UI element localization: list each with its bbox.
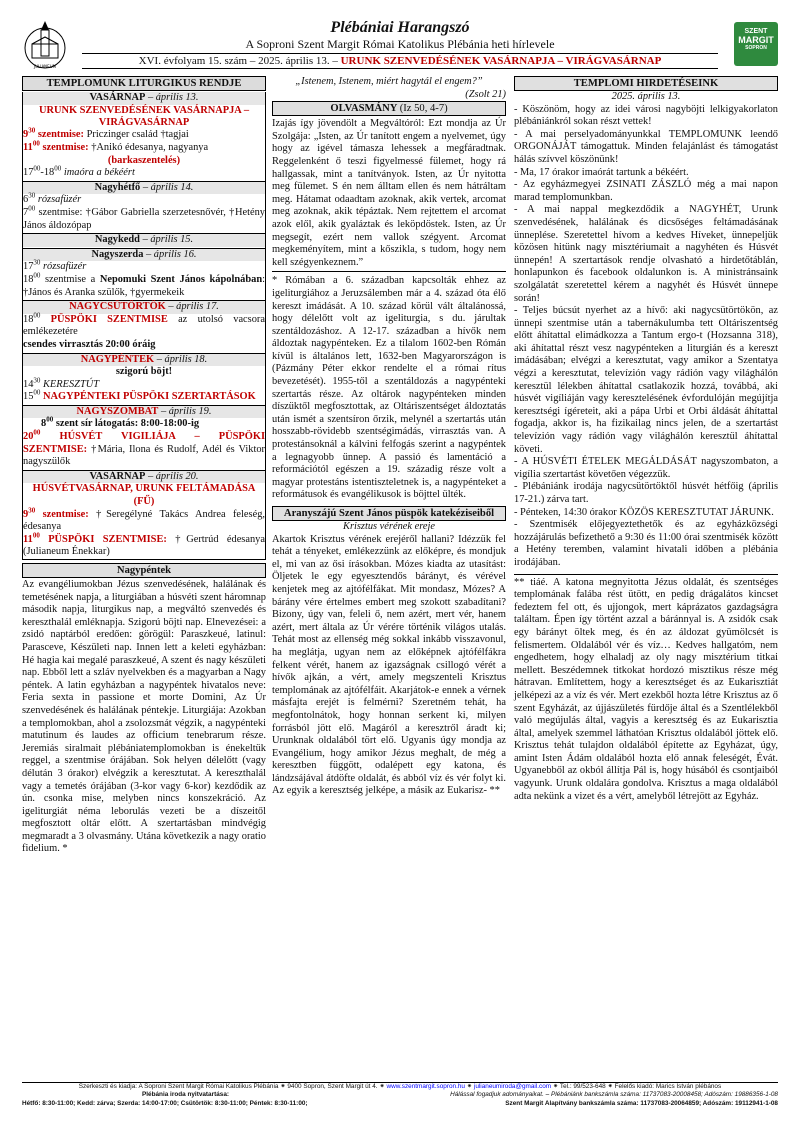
sunday-prayer: $17^{00}-18^{00}$ imaóra a békéért (23, 164, 135, 179)
email-link[interactable]: julianeumiroda@gmail.com (473, 1083, 552, 1090)
easter-mass-1: $9^{30}$ szentmise: †Seregélyné Takács Andrea feleség, édesanya (23, 506, 265, 533)
sunday-blessing: (barkaszentelés) (107, 154, 181, 166)
day-saturday: NAGYSZOMBAT – április 19. (23, 405, 265, 419)
thursday-mass: $18^{00}$ PÜSPÖKI SZENTMISE az utolsó vacsora emlékezetére (23, 311, 265, 338)
day-monday: Nagyhétfő – április 14. (23, 181, 265, 195)
day-tuesday: Nagykedd – április 15. (23, 233, 265, 247)
church-logo-icon (22, 18, 68, 72)
good-friday-text: Az evangéliumokban Jézus szenvedésének, halálának és temetésének napja, a liturgiában a húsvéti szent háromnap második napja, liturgikus nap, a megváltó szenvedés és kereszthalál emléknapja. Szigorú böjti nap. Elnevezései: a zsidó naptárból eredően: görögül: Paraszkeué, latinul: Parasceve, Készületi nap. Innen lett a keleti egyházban: Hé hagia kai megalé paraszkeué, A szent és nagy készületi nap. Ebből lett a szláv nyelvekben és a magyarban a Nagy péntek. A latin egyházban a nagypéntek hivatalos neve: Feria sexta in passione et morte Domini, Az Úr szenvedésének és halálának péntekje. Liturgiája: Azokban a templomokban, ahol a zsolozsmát végzik, a nagypénteki matutinum és laudes az officium tenebrarum része. Jeremiás siralmait plébániatemplomokban is énekeltük reggel, a szentmise órájában. Sok helyen délelőtt (vagy délután 3 órakor) elvégzik a keresztutat. A kereszthalál vagy a temetés órájában (3-kor vagy 6-kor) kezdődik az ún. csonka mise, melyben nincs konszekráció. Az igeliturgiát néma leborulás vezeti be a díszeitől megfosztott oltár előtt. A szertartásban mindvégig megmaradt a 3 olvasmány. Utána következik a nagy oratio fidelium. * (22, 579, 266, 855)
issue-line: XVI. évfolyam 15. szám – 2025. április 13. – URUNK SZENVEDÉSÉNEK VASÁRNAPJA – VIRÁGVASÁRNAP (82, 53, 718, 69)
reading-text: Izajás így jövendölt a Megváltóról: Ezt mondja az Úr Szolgája: „Isten, az Úr tanított engem a nyelvemet, úgy hogy az igével támasza lehessek a megfáradtnak. Reggelenként ő teszi figyelmessé fülemet, hogy rá hallgassak, mint a tanítványok. Isten, az Úr nyitotta meg fülemet. S én nem álltam ellen és nem hátráltam meg. Hátamat odaadtam azoknak, akik vertek, arcomat meg azoknak, akik tépáztak. Nem rejtettem el arcomat azok elől, akik gyaláztak és leköpdöstek. Isten, az Úr megsegít, ezért nem vallok szégyent. Arcomat megkeményítem, mint a kősziklа, s tudom, hogy nem kell szégyenkeznem.” (272, 118, 506, 272)
friday-fast: szigorú böjt! (115, 366, 173, 378)
catechesis-cont: ** tiáé. A katona megnyitotta Jézus oldalát, és szentséges templomának falába rést ütött, en pedig drágalátos kincset fedeztem fel ott, és ujjongok, mert káprázatos gazdagságra találtam. Épen így történt azzal a báránnyal is. A zsidók csak egy bárányt öltek meg, és én az áldozat gyümölcsét is felismertem. Oldalából vér és víz… Kedves hallgatóm, nem engedhetem, hogy elhaladj az oly nagy misztérium titkai mellett. Beszédemnek titkokat hordozó misztikus része még hátravan. Említettem, hogy a keresztséget és az Eukarisztiát jelképezi az a víz és vér. Mert ezekből hozta létre Krisztus az ő szent Egyházát, az újjászületés fürdője által és a Szentlélekből való megújulás által, vagyis a keresztség és az Eukarisztia által, amelyek szemmel láthatóan Krisztus oldalából jöttek elő. Krisztus tehát tulajdon oldalából építette az Egyházat, úgy, amint Isten Ádám oldalából hozta elő annak feleségét, Évát. Ugyanebből az okból állítja Pál is, hogy húsából és csontjaiból vagyunk. Urunk oldalára gondolva. Krisztus a maga oldalából adta nekünk a vizet és a vért, amelyből létrejött az Egyház. (514, 574, 778, 804)
announcements-title: TEMPLOMI HIRDETÉSEINK (514, 76, 778, 91)
page-subtitle: A Soproni Szent Margit Római Katolikus Plébánia heti hírlevele (245, 37, 555, 51)
liturgy-title: TEMPLOMUNK LITURGIKUS RENDJE (22, 76, 266, 91)
footer-line-1: Szerkeszti és kiadja: A Soproni Szent Margit Római Katolikus Plébánia ⁕ 9400 Sopron, Szent Margit út 4. ⁕ www.szentmargit.sopron.hu ⁕ julianeumiroda@gmail.com ⁕ Tel.: 99/523-648 ⁕ Felelős kiadó: Marics István plébános (78, 1083, 722, 1090)
footer (22, 1082, 778, 1108)
catechesis-title: Aranyszájú Szent János püspök katekéziseiből (272, 506, 506, 521)
day-easter: VASÁRNAP – április 20. (23, 470, 265, 484)
good-friday-cont: * Rómában a 6. században kapcsolták ehhez az igeliturgiához a Jeruzsálemben már a 4. század óta élő kereszt imádását. A 10. század körül vált általánossá, hogy délelőtt volt az igeliturgia, s du. járultak szentáldozáshoz. A 12-17. században a hívők nem áldoztak nagypénteken. Ez a tilalom 1602-ben Rómán kívül is általános lett, 1632-ben Magyarországon is (Pázmány Péter ekkor rendelte el a római rítus bevezetését). 1955-től a szentáldozás a nagypénteki szertartás része. Az oltárok nagypénteken minden díszüktől megfosztottak, az Oltáriszentséget áldoztatás után ismét a szentsíron őrzik, melynél a szertartás után hosszabb-rövidebb szentségimádás, virrasztás van. A protestánsoknál a kálvini felfogás szerint a nagypéntek a legnagyobb ünnep. A passió és lamentáció a reformációtól egészen a 19. századig része volt a magyar protestáns istentiszteletnek is, a nagypénteket a reformátusok és evangélikusok is böjttel ülték. (272, 275, 506, 501)
website-link[interactable]: www.szentmargit.sopron.hu (386, 1083, 465, 1090)
footer-line-3: Hétfő: 8:30-11:00; Kedd: zárva; Szerda: 14:00-17:00; Csütörtök: 8:30-11:00; Péntek: 8:30-11:00; Szent Margit Alapítvány bankszámla száma: 11737083-20064859; Adószám: 19112941-1-08 (22, 1099, 778, 1107)
day-thursday: NAGYCSÜTÖRTÖK – április 17. (23, 300, 265, 314)
szent-margit-logo-icon: SZENT MARGIT SOPRON (734, 22, 778, 66)
catechesis-subtitle: Krisztus vérének ereje (343, 521, 435, 532)
psalm-ref: (Zsolt 21) (465, 88, 506, 100)
catechesis-text: Akartok Krisztus vérének erejéről hallani? Idézzük fel tehát a tényeket, emlékezzünk az előképre, és mondjuk el, mi van az ősi írásokban. Mózes kiadta az utasítást: Öljetek le egy egyesztendős bárányt, és vérével kenjetek meg az ajtófélfákat. Mit mondasz, Mózes? A bárány vére értelmes embert meg szokott szabadítani? Bizony, úgy van, feleli ő, nem azért, mert vér, hanem azért, mert általa az Úr vérére történik világos utalás. Tehát most az ellenség még sokkal inkább visszavonul, ha meglátja, ugyan nem az előképnek ajtófélfákra felkent vérét, hanem az igazságnak csillogó vérét a hívők ajkán, a vért, amely megszenteli Krisztus templomának az ajtófélfáit. Akarjátok-e ennek a vérnek másfajta erejét is felmérni? Szeretném tehát, ha megfontolnátok, hogy honnan serkent ki, milyen forrásból jött elő. Magáról a keresztről áradt ki; Urunknak oldalából tört elő. Ugyanis úgy mondja az Evangélium, hogy amikor Jézus meghalt, de még a keresztben függött, odalépett egy katona, és lándzsájával átdöfte oldalát, és abból víz és vér folyt ki. Az egyik a keresztség jelképe, a másik az Eukarisz- ** (272, 533, 506, 797)
footer-line-2: Plébánia iroda nyitvatartása: Hálással fogadjuk adományaikat. – Plébániánk bankszámla száma: 11737083-20008458; Adószám: 19886356-1-08 (142, 1091, 778, 1099)
day-sunday: VASÁRNAP – április 13. (23, 92, 265, 105)
day-wednesday: Nagyszerda – április 16. (23, 248, 265, 262)
saturday-tomb: $8^{00}$ szent sír látogatás: 8:00-18:00-ig (41, 416, 200, 430)
reading-column (272, 76, 506, 798)
announcement-item: - A mai perselyadományunkkal TEMPLOMUNK leendő ORGONÁJÁT támogattuk. Minden felajánlást és támogatást hálás szívvel köszönünk! (514, 128, 778, 165)
sunday-feast: URUNK SZENVEDÉSÉNEK VASÁRNAPJA – VIRÁGVASÁRNAP (38, 104, 250, 128)
logo-left-text: JULIANEUM (33, 64, 57, 69)
monday-rosary: $6^{30}$ rózsafüzér (23, 191, 82, 206)
schedule-box (22, 92, 266, 560)
announcement-item: - Köszönöm, hogy az idei városi nagyböjti lelkigyakorlaton plébániánkról sokan részt vettek! (514, 103, 778, 128)
friday-service: $15^{00}$ NAGYPÉNTEKI PÜSPÖKI SZERTARTÁSOK (23, 388, 256, 403)
masthead (22, 18, 778, 72)
reading-title: OLVASMÁNY (Iz 50, 4-7) (272, 101, 506, 116)
friday-way-of-cross: $14^{30}$ KERESZTÚT (23, 376, 100, 390)
announcements-list (514, 104, 778, 570)
day-friday: NAGYPÉNTEK – április 18. (23, 353, 265, 367)
wednesday-rosary: $17^{30}$ rózsafüzér (23, 258, 87, 273)
saturday-vigil: $20^{00}$ HÚSVÉT VIGILIÁJA – PÜSPÖKI SZENTMISE: †Mária, Ilona és Rudolf, Adél és Viktor nagyszülők (23, 428, 265, 468)
thursday-vigil: csendes virrasztás 20:00 óráig (23, 338, 156, 350)
announcement-item: - Pénteken, 14:30 órakor KÖZÖS KERESZTUTAT JÁRUNK. (514, 506, 774, 518)
announcement-item: - Szentmisék előjegyeztethetők és az egyházközségi hozzájárulás befizethető a 9:30 és 11:00 órai szentmisék között a Hetény teremben, valamint hivatali időben a plébánia irodájában. (514, 519, 778, 568)
announcement-item: - Plébániánk irodája nagycsütörtöktől húsvét hétfőig (április 17-21.) zárva tart. (514, 481, 778, 505)
easter-feast: HÚSVÉTVASÁRNAP, URUNK FELTÁMADÁSA (FŰ) (32, 483, 256, 508)
announcements-column (514, 76, 778, 803)
sunday-mass-2: $11^{00}$ szentmise: †Anikó édesanya, nagyanya (23, 139, 209, 153)
announcement-item: - A mai nappal megkezdődik a NAGYHÉT, Urunk szenvedésének, halálának és dicsőséges feltámadásának ünneplése. Szeretettel hívom a kedves Híveket, ünnepeljük közösen hitünk nagy misztériumait a nagyhéten és Húsvét ünnepén! A szertartások rendje olvasható a hirdetőtáblán, honlapunkon és facebook oldalunkon is. A ministránsaink szolgálatát szeretettel kérem a nagyhét és Húsvét ünnepe során! (514, 204, 778, 304)
announcements-date: 2025. április 13. (611, 91, 681, 102)
announcement-item: - A HÚSVÉTI ÉTELEK MEGÁLDÁSÁT nagyszombaton, a vigília szertartást követően végezzük. (514, 456, 778, 480)
wednesday-mass: $18^{00}$ szentmise a Nepomuki Szent János kápolnában: †János és Aranka szülők, †gyermekeik (23, 271, 265, 298)
psalm-quote: „Istenem, Istenem, miért hagytál el engem?” (295, 76, 483, 87)
sunday-mass-1: $9^{30}$ szentmise: Priczinger család †tagjai (23, 126, 189, 141)
announcement-item: - Teljes búcsút nyerhet az a hívő: aki nagycsütörtökön, az ünnepi szentmise után a tabernákulumba tett Oltáriszentség előtt áhítattal elimádkozza a Tantum ergo-t (Hozsanna 318), aki áhítattal részt vesz nagypénteken a liturgián és a kereszt imádásában; elvégzi a keresztutat, vagy amikor a Szentatya végzi a keresztutat, televízión vagy rádión vagy világhálón keresztül lélekben áhítattal csatlakozik hozzá, továbbá, aki húsvét vigíliáján vagy keresztelésének évfordulóján megújítja keresztségi ígéreteit, aki a pápa Urbi et Orbi áldását áhítattal fogadja, akkor is, ha fizikailag nincs jelen, de a szertartást televízión vagy rádión vagy világhálón keresztül áhítattal követi. (514, 305, 778, 455)
page-title: Plébániai Harangszó (330, 19, 470, 36)
announcement-item: - Ma, 17 órakor imaórát tartunk a békéért. (514, 166, 689, 178)
monday-mass: $7^{00}$ szentmise: †Gábor Gabriella szerzetesnővér, †Hetény János áldozópap (23, 204, 265, 231)
good-friday-title: Nagypéntek (22, 563, 266, 578)
easter-mass-2: $11^{00}$ PÜSPÖKI SZENTMISE: †Gertrúd édesanya (Julianeum Énekkar) (23, 531, 265, 558)
announcement-item: - Az egyházmegyei ZSINATI ZÁSZLÓ még a mai napon marad templomunkban. (514, 179, 778, 203)
liturgy-column (22, 76, 266, 856)
